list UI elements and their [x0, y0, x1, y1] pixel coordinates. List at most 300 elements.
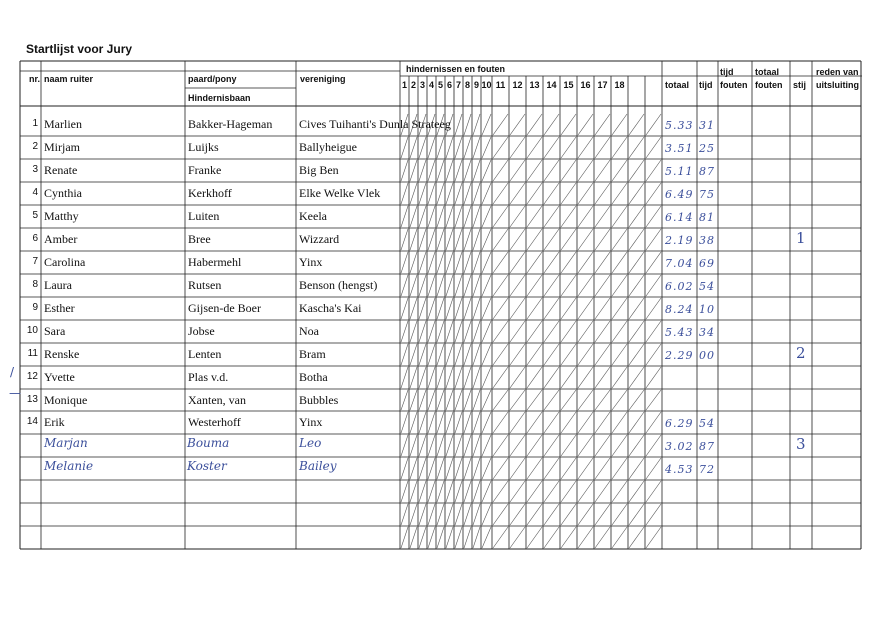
cell-slash — [595, 435, 610, 456]
cell-slash — [595, 206, 610, 227]
cell-slash — [446, 160, 453, 181]
cell-slash — [510, 504, 525, 525]
row-tijd: 54 — [699, 417, 715, 430]
cell-slash — [437, 321, 444, 342]
cell-slash — [612, 137, 627, 158]
cell-slash — [646, 367, 661, 388]
cell-slash — [595, 229, 610, 250]
cell-slash — [646, 252, 661, 273]
cell-slash — [629, 229, 644, 250]
cell-slash — [646, 390, 661, 410]
cell-slash — [419, 183, 426, 204]
cell-slash — [629, 252, 644, 273]
cell-slash — [646, 183, 661, 204]
cell-slash — [401, 367, 408, 388]
cell-slash — [473, 160, 480, 181]
cell-slash — [646, 160, 661, 181]
cell-slash — [544, 114, 559, 135]
cell-slash — [446, 298, 453, 319]
cell-slash — [510, 481, 525, 502]
cell-slash — [527, 298, 542, 319]
row-totaal: 3.02 — [665, 440, 694, 453]
cell-slash — [419, 344, 426, 365]
cell-slash — [455, 481, 462, 502]
cell-slash — [612, 183, 627, 204]
cell-slash — [482, 321, 491, 342]
cell-slash — [595, 114, 610, 135]
cell-slash — [493, 252, 508, 273]
cell-slash — [629, 412, 644, 433]
cell-slash — [646, 458, 661, 479]
cell-slash — [527, 252, 542, 273]
cell-slash — [510, 114, 525, 135]
row-paard: Bree — [188, 232, 211, 246]
cell-slash — [401, 390, 408, 410]
cell-slash — [446, 481, 453, 502]
cell-slash — [410, 504, 417, 525]
cell-slash — [437, 183, 444, 204]
cell-slash — [544, 275, 559, 296]
cell-slash — [446, 458, 453, 479]
cell-slash — [437, 458, 444, 479]
cell-slash — [578, 321, 593, 342]
cell-slash — [527, 504, 542, 525]
cell-slash — [578, 206, 593, 227]
cell-slash — [464, 183, 471, 204]
cell-slash — [646, 504, 661, 525]
cell-slash — [437, 275, 444, 296]
cell-slash — [629, 481, 644, 502]
header-obstacle-4: 4 — [428, 80, 434, 90]
cell-slash — [612, 229, 627, 250]
row-ruiter: Sara — [44, 324, 66, 338]
row-paard: Habermehl — [188, 255, 242, 269]
cell-slash — [482, 504, 491, 525]
cell-slash — [578, 412, 593, 433]
cell-slash — [437, 504, 444, 525]
cell-slash — [482, 458, 491, 479]
row-paard: Bouma — [187, 436, 230, 450]
cell-slash — [527, 114, 542, 135]
cell-slash — [544, 367, 559, 388]
page-title: Startlijst voor Jury — [26, 42, 133, 56]
cell-slash — [410, 160, 417, 181]
cell-slash — [629, 298, 644, 319]
header-obstacle-16: 16 — [580, 80, 591, 90]
cell-slash — [446, 412, 453, 433]
row-ruiter: Renske — [44, 347, 80, 361]
cell-slash — [629, 321, 644, 342]
cell-slash — [612, 504, 627, 525]
cell-slash — [428, 298, 435, 319]
cell-slash — [527, 367, 542, 388]
cell-slash — [464, 321, 471, 342]
cell-slash — [473, 137, 480, 158]
row-paard: Luiten — [188, 209, 220, 223]
cell-slash — [473, 298, 480, 319]
row-ruiter: Mirjam — [44, 140, 80, 154]
cell-slash — [473, 435, 480, 456]
cell-slash — [410, 367, 417, 388]
cell-slash — [437, 527, 444, 548]
row-vereniging: Elke Welke Vlek — [299, 186, 381, 200]
cell-slash — [437, 344, 444, 365]
cell-slash — [482, 367, 491, 388]
cell-slash — [612, 412, 627, 433]
cell-slash — [578, 229, 593, 250]
cell-slash — [561, 504, 576, 525]
row-stij: 2 — [796, 344, 806, 362]
header-totaal: totaal — [665, 80, 690, 90]
cell-slash — [595, 412, 610, 433]
cell-slash — [612, 390, 627, 410]
cell-slash — [493, 481, 508, 502]
row-vereniging: Yinx — [299, 255, 323, 269]
cell-slash — [428, 527, 435, 548]
row-ruiter: Marjan — [44, 436, 88, 450]
cell-slash — [428, 390, 435, 410]
cell-slash — [482, 252, 491, 273]
row-vereniging: Big Ben — [299, 163, 339, 177]
cell-slash — [493, 183, 508, 204]
cell-slash — [612, 435, 627, 456]
cell-slash — [464, 229, 471, 250]
row-nr: 6 — [32, 233, 38, 244]
cell-slash — [482, 298, 491, 319]
cell-slash — [493, 321, 508, 342]
cell-slash — [401, 183, 408, 204]
row-totaal: 5.11 — [665, 165, 694, 178]
cell-slash — [437, 412, 444, 433]
cell-slash — [419, 137, 426, 158]
cell-slash — [464, 504, 471, 525]
cell-slash — [493, 527, 508, 548]
cell-slash — [561, 114, 576, 135]
cell-slash — [464, 137, 471, 158]
cell-slash — [437, 367, 444, 388]
cell-slash — [578, 367, 593, 388]
cell-slash — [446, 183, 453, 204]
cell-slash — [612, 458, 627, 479]
cell-slash — [410, 298, 417, 319]
cell-slash — [410, 321, 417, 342]
row-paard: Plas v.d. — [188, 370, 229, 384]
header-obstacle-11: 11 — [495, 80, 506, 90]
cell-slash — [482, 390, 491, 410]
row-vereniging: Cives Tuihanti's Dunla Strateeg — [299, 117, 451, 131]
cell-slash — [464, 527, 471, 548]
cell-slash — [464, 160, 471, 181]
cell-slash — [527, 206, 542, 227]
cell-slash — [410, 435, 417, 456]
cell-slash — [482, 229, 491, 250]
cell-slash — [629, 183, 644, 204]
row-totaal: 6.14 — [665, 211, 694, 224]
cell-slash — [544, 321, 559, 342]
row-ruiter: Erik — [44, 415, 65, 429]
cell-slash — [527, 458, 542, 479]
cell-slash — [428, 252, 435, 273]
cell-slash — [419, 527, 426, 548]
cell-slash — [464, 390, 471, 410]
cell-slash — [595, 321, 610, 342]
cell-slash — [419, 504, 426, 525]
cell-slash — [428, 458, 435, 479]
cell-slash — [544, 458, 559, 479]
cell-slash — [510, 367, 525, 388]
row-tijd: 34 — [699, 326, 715, 339]
cell-slash — [527, 137, 542, 158]
cell-slash — [561, 344, 576, 365]
cell-slash — [510, 160, 525, 181]
cell-slash — [493, 435, 508, 456]
cell-slash — [510, 321, 525, 342]
cell-slash — [578, 275, 593, 296]
row-tijd: 10 — [699, 303, 715, 316]
cell-slash — [578, 160, 593, 181]
cell-slash — [595, 390, 610, 410]
cell-slash — [493, 390, 508, 410]
header-obstacle-17: 17 — [597, 80, 608, 90]
row-paard: Jobse — [188, 324, 215, 338]
cell-slash — [527, 481, 542, 502]
cell-slash — [595, 252, 610, 273]
cell-slash — [482, 137, 491, 158]
row-vereniging: Ballyheigue — [299, 140, 357, 154]
cell-slash — [419, 252, 426, 273]
row-paard: Bakker-Hageman — [188, 117, 273, 131]
cell-slash — [595, 275, 610, 296]
cell-slash — [401, 321, 408, 342]
row-vereniging: Wizzard — [299, 232, 340, 246]
cell-slash — [473, 183, 480, 204]
cell-slash — [473, 367, 480, 388]
row-tijd: 75 — [699, 188, 715, 201]
cell-slash — [612, 275, 627, 296]
cell-slash — [527, 344, 542, 365]
cell-slash — [428, 137, 435, 158]
header-fouten: fouten — [720, 80, 748, 90]
margin-mark-row12: / — [10, 365, 15, 379]
cell-slash — [428, 435, 435, 456]
cell-slash — [629, 344, 644, 365]
cell-slash — [410, 481, 417, 502]
header-obstacle-13: 13 — [529, 80, 540, 90]
cell-slash — [578, 527, 593, 548]
cell-slash — [493, 412, 508, 433]
header-obstacle-7: 7 — [455, 80, 461, 90]
row-vereniging: Kascha's Kai — [299, 301, 362, 315]
cell-slash — [544, 481, 559, 502]
cell-slash — [493, 229, 508, 250]
cell-slash — [446, 321, 453, 342]
row-vereniging: Yinx — [299, 415, 323, 429]
row-tijd: 25 — [699, 142, 715, 155]
cell-slash — [446, 252, 453, 273]
cell-slash — [419, 435, 426, 456]
cell-slash — [578, 504, 593, 525]
cell-slash — [561, 206, 576, 227]
cell-slash — [629, 160, 644, 181]
cell-slash — [578, 435, 593, 456]
cell-slash — [473, 344, 480, 365]
cell-slash — [646, 275, 661, 296]
cell-slash — [446, 206, 453, 227]
cell-slash — [473, 275, 480, 296]
cell-slash — [578, 481, 593, 502]
header-obstacle-1: 1 — [401, 80, 407, 90]
cell-slash — [544, 527, 559, 548]
cell-slash — [401, 458, 408, 479]
row-tijd: 38 — [699, 234, 715, 247]
cell-slash — [401, 412, 408, 433]
cell-slash — [410, 137, 417, 158]
cell-slash — [493, 504, 508, 525]
row-ruiter: Cynthia — [44, 186, 82, 200]
cell-slash — [473, 321, 480, 342]
cell-slash — [493, 206, 508, 227]
header-hindernisbaan: Hindernisbaan — [188, 93, 251, 103]
cell-slash — [510, 183, 525, 204]
row-totaal: 5.43 — [665, 326, 694, 339]
cell-slash — [646, 206, 661, 227]
cell-slash — [510, 435, 525, 456]
row-vereniging: Benson (hengst) — [299, 278, 378, 292]
header-tijd-top: tijd — [720, 67, 734, 77]
cell-slash — [455, 114, 462, 135]
cell-slash — [473, 229, 480, 250]
row-ruiter: Marlien — [44, 117, 82, 131]
cell-slash — [527, 275, 542, 296]
cell-slash — [455, 504, 462, 525]
cell-slash — [646, 137, 661, 158]
row-tijd: 87 — [699, 440, 715, 453]
row-nr: 7 — [32, 256, 38, 267]
cell-slash — [482, 435, 491, 456]
cell-slash — [473, 458, 480, 479]
cell-slash — [419, 298, 426, 319]
cell-slash — [482, 344, 491, 365]
cell-slash — [612, 367, 627, 388]
cell-slash — [401, 527, 408, 548]
cell-slash — [437, 298, 444, 319]
cell-slash — [482, 275, 491, 296]
cell-slash — [473, 252, 480, 273]
cell-slash — [561, 160, 576, 181]
cell-slash — [410, 229, 417, 250]
row-totaal: 4.53 — [665, 463, 694, 476]
cell-slash — [410, 390, 417, 410]
cell-slash — [510, 275, 525, 296]
cell-slash — [493, 160, 508, 181]
row-stij: 3 — [796, 435, 806, 453]
cell-slash — [464, 412, 471, 433]
row-ruiter: Renate — [44, 163, 78, 177]
row-nr: 1 — [32, 118, 38, 129]
cell-slash — [446, 435, 453, 456]
cell-slash — [482, 206, 491, 227]
cell-slash — [437, 435, 444, 456]
cell-slash — [473, 114, 480, 135]
header-stij: stij — [793, 80, 807, 90]
cell-slash — [544, 252, 559, 273]
cell-slash — [410, 412, 417, 433]
cell-slash — [482, 527, 491, 548]
row-ruiter: Matthy — [44, 209, 79, 223]
cell-slash — [419, 229, 426, 250]
cell-slash — [446, 504, 453, 525]
row-nr: 10 — [26, 325, 38, 336]
row-paard: Kerkhoff — [188, 186, 232, 200]
cell-slash — [612, 527, 627, 548]
cell-slash — [595, 367, 610, 388]
cell-slash — [493, 344, 508, 365]
cell-slash — [544, 206, 559, 227]
row-nr: 13 — [26, 394, 38, 405]
header-obstacle-3: 3 — [419, 80, 425, 90]
cell-slash — [464, 458, 471, 479]
cell-slash — [419, 206, 426, 227]
cell-slash — [612, 160, 627, 181]
cell-slash — [410, 275, 417, 296]
cell-slash — [561, 321, 576, 342]
cell-slash — [561, 275, 576, 296]
cell-slash — [578, 458, 593, 479]
row-nr: 12 — [26, 371, 38, 382]
cell-slash — [410, 183, 417, 204]
cell-slash — [544, 435, 559, 456]
cell-slash — [401, 229, 408, 250]
row-vereniging: Botha — [299, 370, 328, 384]
cell-slash — [629, 435, 644, 456]
header-vereniging: vereniging — [300, 74, 346, 84]
cell-slash — [419, 458, 426, 479]
cell-slash — [437, 252, 444, 273]
cell-slash — [464, 298, 471, 319]
row-totaal: 5.33 — [665, 119, 694, 132]
row-vereniging: Leo — [299, 436, 322, 450]
cell-slash — [612, 114, 627, 135]
cell-slash — [510, 527, 525, 548]
cell-slash — [401, 435, 408, 456]
cell-slash — [595, 481, 610, 502]
cell-slash — [578, 298, 593, 319]
row-totaal: 6.49 — [665, 188, 694, 201]
cell-slash — [446, 275, 453, 296]
cell-slash — [482, 481, 491, 502]
row-totaal: 6.29 — [665, 417, 694, 430]
cell-slash — [493, 298, 508, 319]
row-ruiter: Carolina — [44, 255, 86, 269]
header-obstacle-5: 5 — [437, 80, 443, 90]
cell-slash — [612, 344, 627, 365]
header-obstacle-15: 15 — [563, 80, 574, 90]
cell-slash — [544, 183, 559, 204]
cell-slash — [482, 114, 491, 135]
cell-slash — [561, 229, 576, 250]
cell-slash — [612, 321, 627, 342]
cell-slash — [544, 504, 559, 525]
cell-slash — [401, 275, 408, 296]
cell-slash — [544, 137, 559, 158]
cell-slash — [595, 344, 610, 365]
cell-slash — [464, 206, 471, 227]
cell-slash — [646, 412, 661, 433]
cell-slash — [401, 298, 408, 319]
cell-slash — [510, 252, 525, 273]
cell-slash — [561, 183, 576, 204]
header-fouten-2: fouten — [755, 80, 783, 90]
